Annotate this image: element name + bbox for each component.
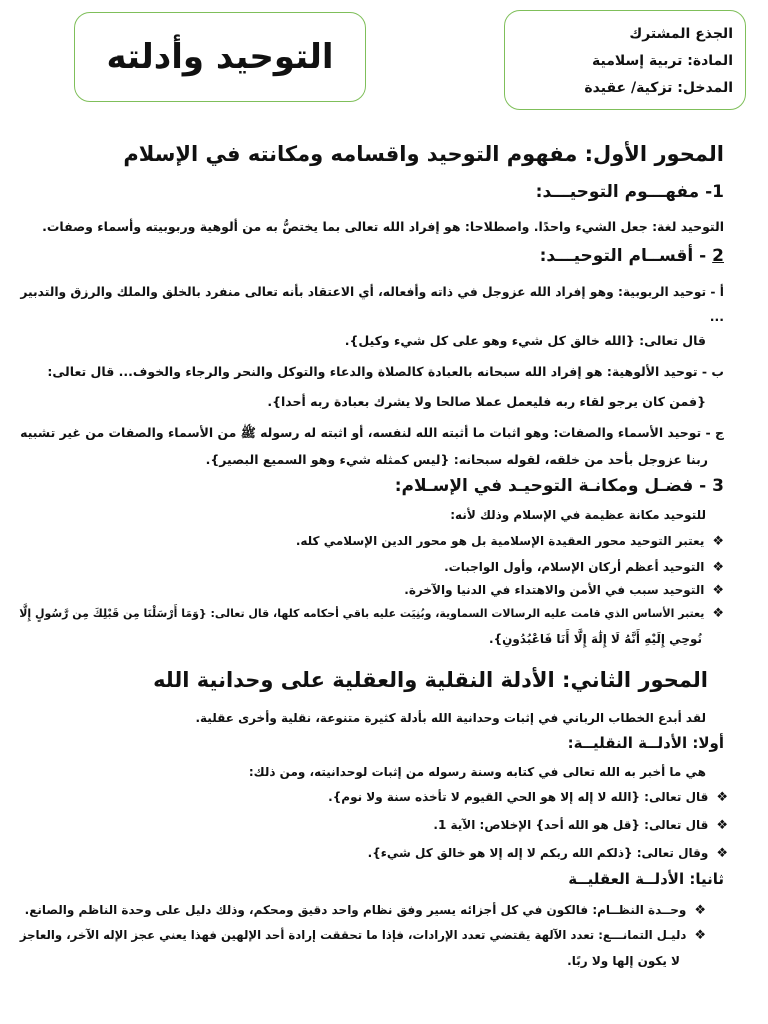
course-level: الجذع المشترك bbox=[629, 26, 733, 42]
diamond-four-icon: ❖ bbox=[712, 583, 724, 598]
axis2-title: المحور الثاني: الأدلة النقلية والعقلية على وحدانية الله bbox=[153, 668, 708, 692]
rational-bullet-2: ❖دليـل التمانـــع: تعدد الآلهة يقتضي تعدد الإرادات، فإذا ما تحققت إرادة أحد الإلهين فهذا يعني عجز الإله الآخر، والعاجز bbox=[19, 928, 706, 943]
section2-label: - أقســام التوحيـــد: bbox=[539, 246, 713, 266]
axis2-intro: لقد أبدع الخطاب الرباني في إثبات وحدانية الله بأدلة كثيرة متنوعة، نقلية وأخرى عقلية. bbox=[195, 711, 706, 725]
uluhiya-text: ب - توحيد الألوهية: هو إفراد الله سبحانه بالعبادة كالصلاة والدعاء والتوكل والنحر والرجاء والخوف... قال تعالى: bbox=[47, 364, 724, 379]
section2-number: 2 bbox=[712, 246, 724, 266]
rububiya-ellipsis: ... bbox=[709, 309, 724, 324]
asma-sifat-text: ج - توحيد الأسماء والصفات: وهو اثبات ما أثبته الله لنفسه، أو اثبته له رسوله ﷺ من الأسماء والصفات من غير تشبيه bbox=[20, 425, 724, 440]
textual-bullet-1: ❖قال تعالى: {الله لا إله إلا هو الحي القيوم لا تأخذه سنة ولا نوم}. bbox=[328, 790, 728, 805]
course-entry: المدخل: تزكية/ عقيدة bbox=[584, 80, 733, 96]
section3-bullet-4: ❖يعتبر الأساس الذي قامت عليه الرسالات السماوية، وبُنِيَت عليه باقي أحكامه كلها، قال تعالى: {وَمَا أَرْسَلْنَا مِن قَبْلِكَ مِن رَّسُولٍ إِلَّا bbox=[19, 606, 724, 621]
textual-bullet-3: ❖وقال تعالى: {ذلكم الله ربكم لا إله إلا هو خالق كل شيء}. bbox=[367, 846, 728, 861]
rububiya-verse: قال تعالى: {الله خالق كل شيء وهو على كل شيء وكيل}. bbox=[344, 333, 706, 348]
asma-sifat-verse: ربنا عزوجل بأحد من خلقه، لقوله سبحانه: {ليس كمثله شيء وهو السميع البصير}. bbox=[205, 452, 708, 467]
section2-title bbox=[540, 246, 724, 266]
rational-evidence-title: ثانيا: الأدلــة العقليــة bbox=[568, 870, 724, 888]
diamond-four-icon: ❖ bbox=[712, 606, 724, 621]
lesson-title: التوحيد وأدلته bbox=[106, 37, 334, 77]
section3-bullet-2: ❖التوحيد أعظم أركان الإسلام، وأول الواجبات. bbox=[444, 560, 724, 575]
diamond-four-icon: ❖ bbox=[716, 818, 728, 833]
axis1-title: المحور الأول: مفهوم التوحيد واقسامه ومكانته في الإسلام bbox=[123, 142, 724, 166]
textual-evidence-title: أولا: الأدلــة النقليــة: bbox=[567, 734, 724, 752]
diamond-four-icon: ❖ bbox=[716, 790, 728, 805]
rububiya-text: أ - توحيد الربوبية: وهو إفراد الله عزوجل في ذاته وأفعاله، أي الاعتقاد بأنه تعالى منفرد بالخلق والملك والرزق والتدبير bbox=[20, 285, 724, 299]
lesson-title-box bbox=[74, 12, 366, 102]
uluhiya-verse: {فمن كان يرجو لقاء ربه فليعمل عملا صالحا ولا يشرك بعبادة ربه أحدا}. bbox=[267, 394, 706, 409]
course-info-box bbox=[504, 10, 746, 110]
diamond-four-icon: ❖ bbox=[712, 534, 724, 549]
section3-intro: للتوحيد مكانة عظيمة في الإسلام وذلك لأنه: bbox=[450, 508, 706, 522]
section1-title: 1- مفهـــوم التوحيـــد: bbox=[535, 182, 724, 202]
diamond-four-icon: ❖ bbox=[716, 846, 728, 861]
textual-evidence-intro: هي ما أخبر به الله تعالى في كتابه وسنة رسوله من إثبات لوحدانيته، ومن ذلك: bbox=[248, 765, 706, 779]
course-subject: المادة: تربية إسلامية bbox=[592, 53, 733, 69]
section3-bullet-3: ❖التوحيد سبب في الأمن والاهتداء في الدنيا والآخرة. bbox=[404, 583, 724, 598]
rational-bullet-2-cont: لا يكون إلها ولا ربًا. bbox=[567, 954, 680, 968]
textual-bullet-2: ❖قال تعالى: {قل هو الله أحد} الإخلاص: الآية 1. bbox=[433, 818, 728, 833]
section1-text: التوحيد لغة: جعل الشيء واحدًا. واصطلاحا: هو إفراد الله تعالى بما يختصُّ به من ألوهية وربوبيته وأسماء وصفات. bbox=[42, 219, 724, 234]
section3-bullet-1: ❖يعتبر التوحيد محور العقيدة الإسلامية بل هو محور الدين الإسلامي كله. bbox=[295, 534, 724, 549]
diamond-four-icon: ❖ bbox=[712, 560, 724, 575]
rational-bullet-1: ❖وحــدة النظــام: فالكون في كل أجزائه يسير وفق نظام واحد دقيق ومحكم، وذلك دليل على وحدة الناظم والصانع. bbox=[24, 903, 706, 918]
diamond-four-icon: ❖ bbox=[694, 903, 706, 918]
diamond-four-icon: ❖ bbox=[694, 928, 706, 943]
section3-bullet-4-cont: نُوحِي إِلَيْهِ أَنَّهُ لَا إِلَٰهَ إِلَّا أَنَا فَاعْبُدُونِ}. bbox=[489, 632, 702, 646]
section3-title: 3 - فضـل ومكانـة التوحيـد في الإسـلام: bbox=[394, 476, 724, 496]
